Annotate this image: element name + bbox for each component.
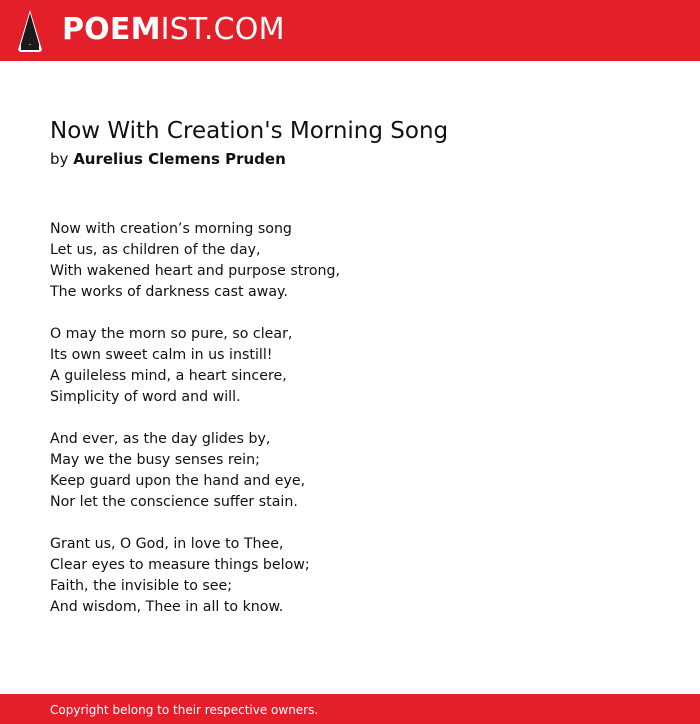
- poem-title: Now With Creation's Morning Song: [50, 118, 449, 144]
- by-label: by: [50, 150, 69, 168]
- poem-line: Its own sweet calm in us instill!: [50, 347, 273, 363]
- poem-line: Keep guard upon the hand and eye,: [50, 473, 306, 489]
- brand-light: IST.COM: [160, 12, 285, 47]
- poem-stanza: [50, 219, 650, 303]
- poem-line: And wisdom, Thee in all to know.: [50, 599, 284, 615]
- poem-stanza: [50, 534, 650, 618]
- poem-body: [50, 219, 650, 639]
- poem-line: And ever, as the day glides by,: [50, 431, 271, 447]
- poem-byline: [50, 149, 286, 169]
- site-header: [0, 0, 700, 61]
- poem-line: Faith, the invisible to see;: [50, 578, 233, 594]
- poem-line: With wakened heart and purpose strong,: [50, 263, 341, 279]
- poem-line: Grant us, O God, in love to Thee,: [50, 536, 284, 552]
- site-logo-text[interactable]: [62, 12, 285, 48]
- poem-stanza: [50, 429, 650, 513]
- poem-line: A guileless mind, a heart sincere,: [50, 368, 287, 384]
- poem-line: The works of darkness cast away.: [50, 284, 288, 300]
- poem-author: Aurelius Clemens Pruden: [73, 150, 286, 168]
- poem-line: Clear eyes to measure things below;: [50, 557, 310, 573]
- poem-line: O may the morn so pure, so clear,: [50, 326, 293, 342]
- poem-line: Nor let the conscience suffer stain.: [50, 494, 298, 510]
- pencil-tip-icon[interactable]: [18, 10, 42, 52]
- poem-line: Let us, as children of the day,: [50, 242, 261, 258]
- poem-stanza: [50, 324, 650, 408]
- copyright-text: Copyright belong to their respective owners.: [50, 703, 319, 717]
- poem-line: Now with creation’s morning song: [50, 221, 292, 237]
- site-footer: [0, 694, 700, 724]
- brand-bold: POEM: [62, 12, 161, 47]
- poem-line: Simplicity of word and will.: [50, 389, 241, 405]
- poem-line: May we the busy senses rein;: [50, 452, 260, 468]
